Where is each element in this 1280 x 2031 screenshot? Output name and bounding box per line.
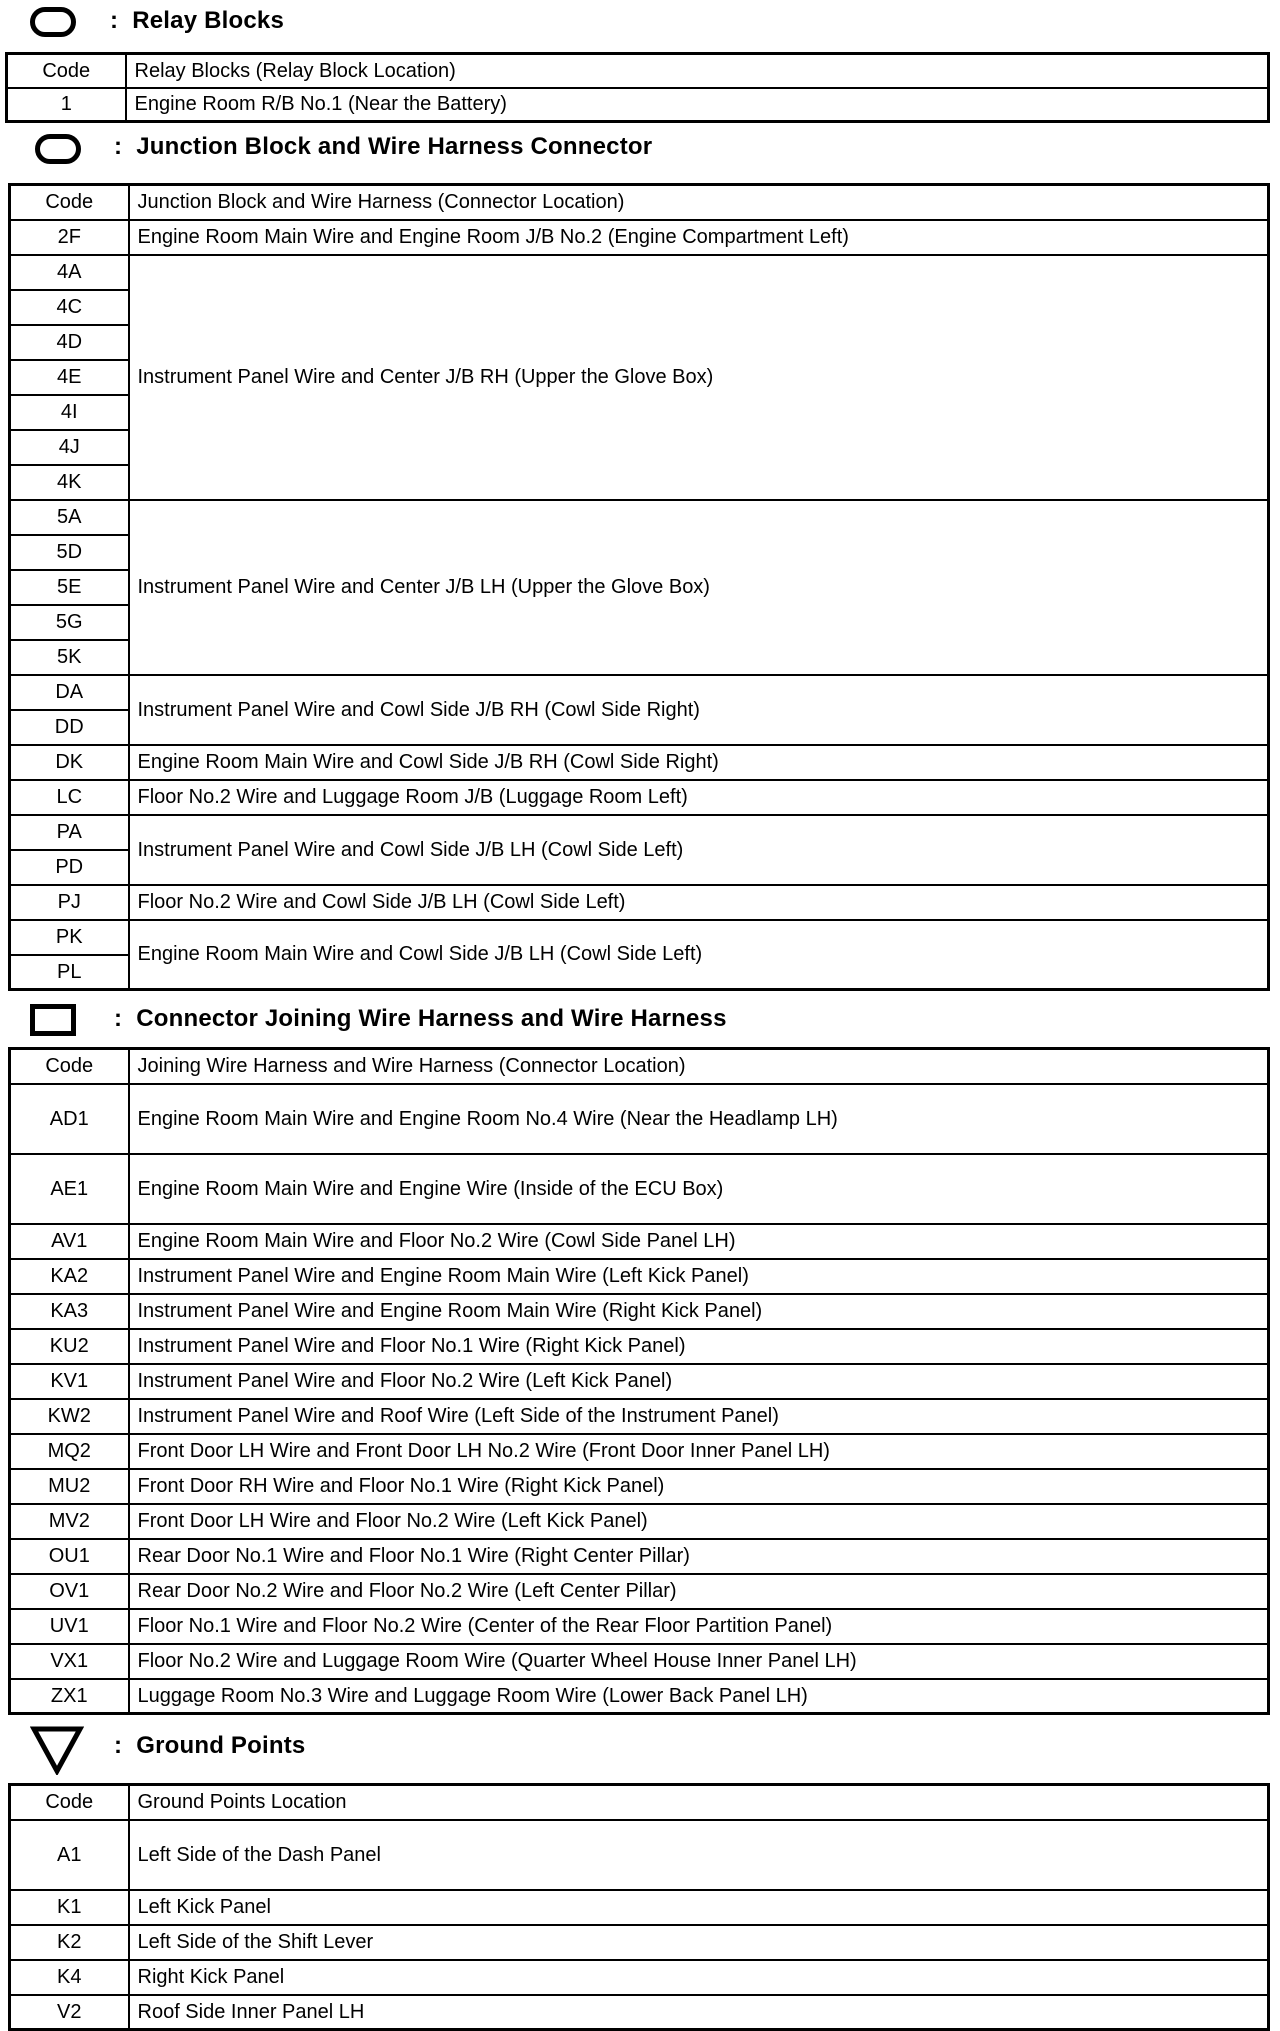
- code-cell: 1: [7, 88, 126, 122]
- code-cell: DA: [10, 675, 129, 710]
- code-cell: KU2: [10, 1329, 129, 1364]
- code-cell: DK: [10, 745, 129, 780]
- table-row: [10, 780, 1269, 815]
- junction-block-table: [8, 183, 1270, 991]
- description-cell: Floor No.1 Wire and Floor No.2 Wire (Center of the Rear Floor Partition Panel): [129, 1609, 1269, 1644]
- description-cell: Instrument Panel Wire and Cowl Side J/B RH (Cowl Side Right): [129, 675, 1269, 745]
- description-header: Ground Points Location: [129, 1785, 1269, 1820]
- description-header: Junction Block and Wire Harness (Connector Location): [129, 185, 1269, 220]
- table-row: [10, 1294, 1269, 1329]
- code-cell: 2F: [10, 220, 129, 255]
- relay-blocks-table: [5, 52, 1270, 123]
- code-cell: PK: [10, 920, 129, 955]
- table-header-row: [10, 1049, 1269, 1084]
- code-cell: 5D: [10, 535, 129, 570]
- inverted-triangle-icon: [30, 1725, 84, 1775]
- code-cell: DD: [10, 710, 129, 745]
- header-colon: :: [110, 7, 119, 34]
- code-cell: MU2: [10, 1469, 129, 1504]
- code-cell: LC: [10, 780, 129, 815]
- description-cell: Engine Room Main Wire and Engine Room No.4 Wire (Near the Headlamp LH): [129, 1084, 1269, 1154]
- code-cell: PL: [10, 955, 129, 990]
- table-row: [10, 1890, 1269, 1925]
- code-cell: KW2: [10, 1399, 129, 1434]
- code-cell: AV1: [10, 1224, 129, 1259]
- rounded-rectangle-icon: [30, 7, 76, 37]
- code-cell: AD1: [10, 1084, 129, 1154]
- header-colon: :: [114, 1732, 123, 1759]
- code-cell: K2: [10, 1925, 129, 1960]
- table-row: [10, 1609, 1269, 1644]
- table-row: [10, 1574, 1269, 1609]
- code-cell: KA3: [10, 1294, 129, 1329]
- table-row: [10, 1960, 1269, 1995]
- table-row: [10, 220, 1269, 255]
- section-title: Junction Block and Wire Harness Connector: [136, 133, 653, 160]
- description-cell: Instrument Panel Wire and Cowl Side J/B LH (Cowl Side Left): [129, 815, 1269, 885]
- code-cell: 5G: [10, 605, 129, 640]
- description-header: Relay Blocks (Relay Block Location): [126, 54, 1269, 88]
- code-cell: OV1: [10, 1574, 129, 1609]
- table-row: [10, 1469, 1269, 1504]
- code-cell: MQ2: [10, 1434, 129, 1469]
- code-cell: K1: [10, 1890, 129, 1925]
- table-row: [10, 1259, 1269, 1294]
- table-row: [10, 1154, 1269, 1224]
- code-cell: OU1: [10, 1539, 129, 1574]
- table-row: [10, 255, 1269, 290]
- code-cell: VX1: [10, 1644, 129, 1679]
- description-cell: Instrument Panel Wire and Engine Room Main Wire (Left Kick Panel): [129, 1259, 1269, 1294]
- table-row: [10, 1925, 1269, 1960]
- code-cell: AE1: [10, 1154, 129, 1224]
- ground-points-header: [0, 1722, 1280, 1772]
- code-cell: ZX1: [10, 1679, 129, 1714]
- table-row: [10, 815, 1269, 850]
- code-cell: 5K: [10, 640, 129, 675]
- code-cell: 4D: [10, 325, 129, 360]
- section-title: Ground Points: [136, 1732, 306, 1759]
- description-cell: Left Kick Panel: [129, 1890, 1269, 1925]
- code-header: Code: [10, 185, 129, 220]
- code-cell: 5E: [10, 570, 129, 605]
- table-row: [10, 1434, 1269, 1469]
- description-cell: Instrument Panel Wire and Floor No.2 Wire (Left Kick Panel): [129, 1364, 1269, 1399]
- description-header: Joining Wire Harness and Wire Harness (Connector Location): [129, 1049, 1269, 1084]
- code-cell: 4I: [10, 395, 129, 430]
- section-title: Connector Joining Wire Harness and Wire Harness: [136, 1005, 727, 1032]
- description-cell: Engine Room Main Wire and Engine Wire (Inside of the ECU Box): [129, 1154, 1269, 1224]
- description-cell: Engine Room Main Wire and Floor No.2 Wire (Cowl Side Panel LH): [129, 1224, 1269, 1259]
- ground-points-table: [8, 1783, 1270, 2031]
- table-row: [10, 1539, 1269, 1574]
- code-cell: MV2: [10, 1504, 129, 1539]
- code-cell: V2: [10, 1995, 129, 2030]
- description-cell: Engine Room Main Wire and Engine Room J/B No.2 (Engine Compartment Left): [129, 220, 1269, 255]
- code-cell: PD: [10, 850, 129, 885]
- description-cell: Floor No.2 Wire and Luggage Room J/B (Luggage Room Left): [129, 780, 1269, 815]
- code-cell: UV1: [10, 1609, 129, 1644]
- table-row: [10, 885, 1269, 920]
- description-cell: Front Door LH Wire and Front Door LH No.2 Wire (Front Door Inner Panel LH): [129, 1434, 1269, 1469]
- code-header: Code: [10, 1785, 129, 1820]
- table-row: [10, 1084, 1269, 1154]
- table-row: [10, 920, 1269, 955]
- description-cell: Instrument Panel Wire and Engine Room Main Wire (Right Kick Panel): [129, 1294, 1269, 1329]
- description-cell: Engine Room Main Wire and Cowl Side J/B RH (Cowl Side Right): [129, 745, 1269, 780]
- code-cell: PA: [10, 815, 129, 850]
- section-title: Relay Blocks: [132, 7, 285, 34]
- description-cell: Left Side of the Dash Panel: [129, 1820, 1269, 1890]
- description-cell: Right Kick Panel: [129, 1960, 1269, 1995]
- description-cell: Instrument Panel Wire and Center J/B RH (Upper the Glove Box): [129, 255, 1269, 500]
- code-cell: 5A: [10, 500, 129, 535]
- header-colon: :: [114, 133, 123, 160]
- connector-joining-header: [0, 999, 1280, 1039]
- table-row: [10, 1329, 1269, 1364]
- code-cell: 4J: [10, 430, 129, 465]
- description-cell: Front Door LH Wire and Floor No.2 Wire (Left Kick Panel): [129, 1504, 1269, 1539]
- code-cell: 4C: [10, 290, 129, 325]
- table-row: [10, 1364, 1269, 1399]
- description-cell: Floor No.2 Wire and Luggage Room Wire (Quarter Wheel House Inner Panel LH): [129, 1644, 1269, 1679]
- table-row: [10, 1679, 1269, 1714]
- code-cell: A1: [10, 1820, 129, 1890]
- code-cell: KA2: [10, 1259, 129, 1294]
- code-cell: 4A: [10, 255, 129, 290]
- rectangle-icon: [30, 1004, 76, 1036]
- table-row: [10, 1995, 1269, 2030]
- table-header-row: [7, 54, 1269, 88]
- description-cell: Instrument Panel Wire and Floor No.1 Wire (Right Kick Panel): [129, 1329, 1269, 1364]
- description-cell: Roof Side Inner Panel LH: [129, 1995, 1269, 2030]
- header-colon: :: [114, 1005, 123, 1032]
- table-row: [10, 1399, 1269, 1434]
- code-cell: 4K: [10, 465, 129, 500]
- table-row: [10, 500, 1269, 535]
- connector-joining-table: [8, 1047, 1270, 1715]
- table-row: [10, 1820, 1269, 1890]
- table-row: [7, 88, 1269, 122]
- table-row: [10, 1644, 1269, 1679]
- code-header: Code: [7, 54, 126, 88]
- description-cell: Front Door RH Wire and Floor No.1 Wire (Right Kick Panel): [129, 1469, 1269, 1504]
- code-cell: KV1: [10, 1364, 129, 1399]
- table-header-row: [10, 185, 1269, 220]
- table-row: [10, 1504, 1269, 1539]
- description-cell: Rear Door No.1 Wire and Floor No.1 Wire (Right Center Pillar): [129, 1539, 1269, 1574]
- table-row: [10, 675, 1269, 710]
- table-row: [10, 745, 1269, 780]
- relay-blocks-header: [0, 0, 1280, 40]
- table-header-row: [10, 1785, 1269, 1820]
- table-row: [10, 1224, 1269, 1259]
- description-cell: Rear Door No.2 Wire and Floor No.2 Wire (Left Center Pillar): [129, 1574, 1269, 1609]
- description-cell: Engine Room Main Wire and Cowl Side J/B LH (Cowl Side Left): [129, 920, 1269, 990]
- description-cell: Instrument Panel Wire and Center J/B LH (Upper the Glove Box): [129, 500, 1269, 675]
- description-cell: Left Side of the Shift Lever: [129, 1925, 1269, 1960]
- code-cell: K4: [10, 1960, 129, 1995]
- rounded-rectangle-icon: [35, 134, 81, 164]
- junction-block-header: [0, 126, 1280, 166]
- code-cell: 4E: [10, 360, 129, 395]
- code-header: Code: [10, 1049, 129, 1084]
- description-cell: Engine Room R/B No.1 (Near the Battery): [126, 88, 1269, 122]
- description-cell: Luggage Room No.3 Wire and Luggage Room Wire (Lower Back Panel LH): [129, 1679, 1269, 1714]
- code-cell: PJ: [10, 885, 129, 920]
- description-cell: Instrument Panel Wire and Roof Wire (Left Side of the Instrument Panel): [129, 1399, 1269, 1434]
- description-cell: Floor No.2 Wire and Cowl Side J/B LH (Cowl Side Left): [129, 885, 1269, 920]
